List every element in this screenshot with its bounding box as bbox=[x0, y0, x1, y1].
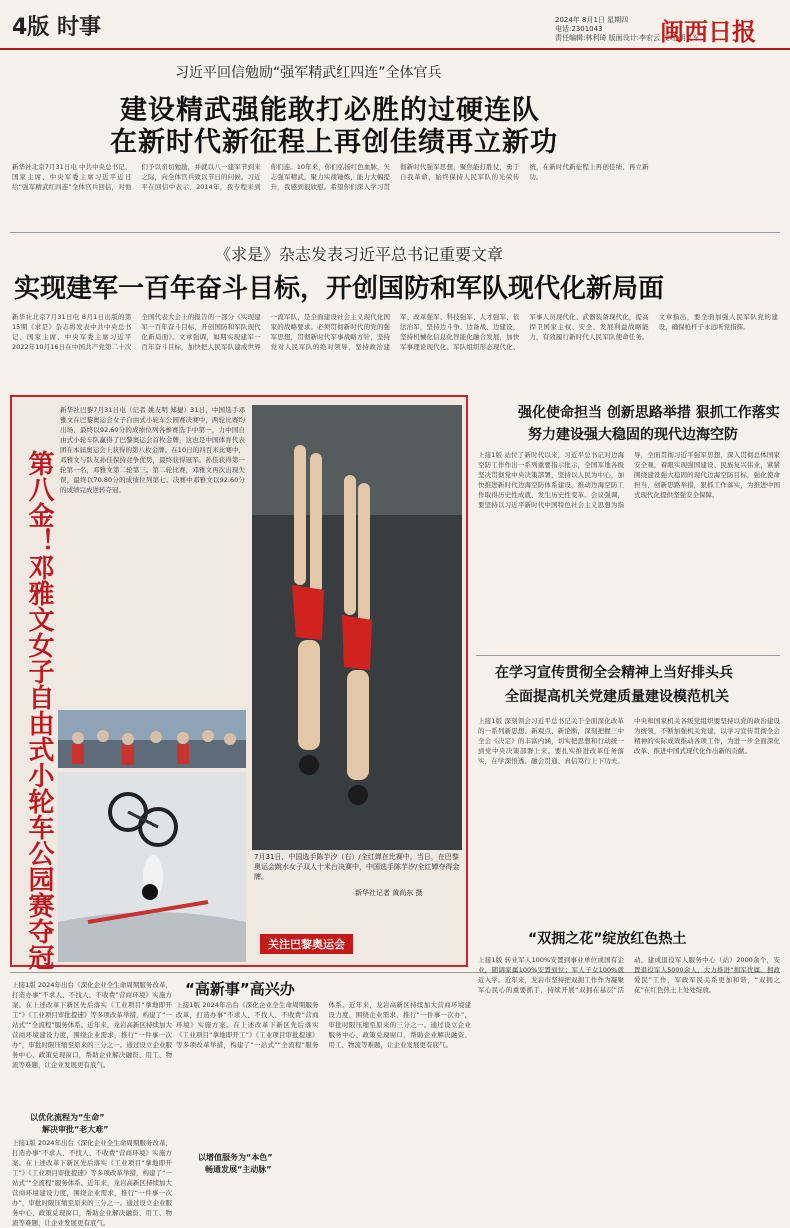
bmx-photo bbox=[58, 772, 246, 962]
olympics-vertical-title: 第八金！邓雅文女子自由式小轮车公园赛夺冠 bbox=[24, 450, 54, 970]
page-number: 4版 时事 bbox=[12, 15, 101, 40]
issue-phone: 电话:2301043 bbox=[555, 25, 603, 33]
gaoxin-body-3: 上接1版 2024年出台《深化企业全生命周期服务改革，打造办事“不求人、不找人、不收费”营商环境》实施方案。在上述改革下新区先后落实《工业项目“拿地即开工”》《工业项目审批提速》等多项改革举措，构建了“一站式”“全流程”服务体系。近年来，龙岩高新区持续加大营商环境建设力度，围绕企业需求，推行“一件事一次办”，审批时限压缩至原来的三分之一。通过设立企业服务中心、政策兑现窗口，帮助企业解决融资、用工、物流等难题，让企业发展更有底气。 bbox=[176, 1001, 471, 1049]
gaoxin-body-2: 上接1版 2024年出台《深化企业全生命周期服务改革，打造办事“不求人、不找人、不收费”营商环境》实施方案。在上述改革下新区先后落实《工业项目“拿地即开工”》《工业项目审批提速》等多项改革举措，构建了“一站式”“全流程”服务体系。近年来，龙岩高新区持续加大营商环境建设力度，围绕企业需求，推行“一件事一次办”，审批时限压缩至原来的三分之一。通过设立企业服务中心、政策兑现窗口，帮助企业解决融资、用工、物流等难题，让企业发展更有底气。 bbox=[12, 1139, 172, 1227]
shuangyong-title: “双拥之花”绽放红色热土 bbox=[528, 931, 687, 947]
coast-body: 上接1版 站位了新时代以来，习近平总书记对边海空防工作作出一系列重要指示批示，全国军地各级坚决贯彻党中央决策部署，坚持以人民为中心，加快推进新时代边海空防体系建设，推动边海空防工作取得历史性成就、发生历史性变革。会议强调，要坚持以习近平新时代中国特色社会主义思想为指导，全面贯彻习近平强军思想，深入贯彻总体国家安全观，着眼实现强国建设、民族复兴伟业，紧紧围绕建设强大稳固的现代边海空防目标，强化使命担当，创新思路举措，狠抓工作落实，为推进中国式现代化提供坚强安全保障。 bbox=[478, 451, 780, 509]
bmx-photo-image bbox=[58, 772, 246, 962]
gaoxin-sub1: 以优化流程为“生命” bbox=[30, 1113, 105, 1122]
issue-date: 2024年 8月1日 星期四 bbox=[555, 16, 629, 24]
diving-photo bbox=[252, 405, 462, 850]
gaoxin-body: 上接1版 2024年出台《深化企业全生命周期服务改革，打造办事“不求人、不找人、不收费”营商环境》实施方案。在上述改革下新区先后落实《工业项目“拿地即开工”》《工业项目审批提速》等多项改革举措，构建了“一站式”“全流程”服务体系。近年来，龙岩高新区持续加大营商环境建设力度，围绕企业需求，推行“一件事一次办”，审批时限压缩至原来的三分之一。通过设立企业服务中心、政策兑现窗口，帮助企业解决融资、用工、物流等难题，让企业发展更有底气。 bbox=[12, 981, 172, 1069]
lead-title-2: 在新时代新征程上再创佳绩再立新功 bbox=[110, 127, 558, 158]
shuangyong-body: 上接1版 转业军人100%安置到事业单位或国有企业，随调家属100%安置到位；军人子女100%就近入学。近年来，龙岩市坚持把双拥工作作为凝聚军心民心的重要抓手，持续开展“双拥在基层”活动，建成退役军人服务中心（站）2000余个，安置退役军人5000余人，大力推进“拥军优属、拥政爱民”工作，军政军民关系更加和谐，“双拥之花”在红色热土上处处绽放。 bbox=[478, 956, 780, 994]
divider bbox=[476, 655, 780, 656]
coast-title-1: 强化使命担当 创新思路举措 狠抓工作落实 bbox=[518, 405, 780, 421]
lead-kicker: 习近平回信勉励“强军精武红四连”全体官兵 bbox=[175, 65, 442, 81]
party-title-1: 在学习宣传贯彻全会精神上当好排头兵 bbox=[495, 665, 733, 681]
party-body: 上接1版 深刻领会习近平总书记关于全面深化改革的一系列新思想、新观点、新论断，深刻把握三中全会《决定》的丰富内涵，切实把思想和行动统一到党中央决策部署上来。要扎实推进改革任务落实，在学深悟透、融会贯通、真信笃行上下功夫。中央和国家机关各级党组织要坚持以党的政治建设为统领，不断加强机关党建，以学习宣传贯彻全会精神的实际成效推动各项工作，为进一步全面深化改革、推进中国式现代化作出新的贡献。 bbox=[478, 717, 780, 765]
diving-photo-image bbox=[252, 405, 462, 850]
gaoxin-sub2b: 畅通发展“主动脉” bbox=[205, 1165, 272, 1174]
party-title-2: 全面提高机关党建质量建设模范机关 bbox=[505, 689, 729, 705]
crowd-photo-image bbox=[58, 710, 246, 768]
crowd-photo bbox=[58, 710, 246, 768]
lead-title-1: 建设精武强能敢打必胜的过硬连队 bbox=[120, 95, 540, 126]
page-header bbox=[0, 0, 790, 50]
diving-caption: 7月31日，中国选手陈芋汐（右）/全红婵在比赛中。当日，在巴黎奥运会跳水女子双人十米台决赛中，中国选手陈芋汐/全红婵夺得金牌。 bbox=[254, 853, 460, 881]
gaoxin-title: “高新事”高兴办 bbox=[185, 980, 295, 998]
gaoxin-sub1b: 解决审批“老大难” bbox=[42, 1125, 109, 1134]
newspaper-logo: 闽西日报 bbox=[660, 17, 756, 46]
lead-body: 新华社北京7月31日电 中共中央总书记、国家主席、中央军委主席习近平近日给“强军精武红四连”全体官兵回信，对他们予以亲切勉励，并就以八一建军节到来之际，向全体官兵致以节日的问候。习近平在回信中表示，2014年，我专程来到你们连。10年来，你们弘扬红色血脉，矢志强军精武，聚力实战锤炼，能力大幅提升，我感到很欣慰。希望你们深入学习贯彻新时代强军思想，聚焦能打胜仗，勇于自我革命，始终保持人民军队的光荣传统，在新时代新征程上再创佳绩、再立新功。 bbox=[12, 163, 649, 191]
editor-line: 责任编辑:林利琦 版面设计:李宏云 校对:胡又军 bbox=[555, 34, 700, 42]
divider bbox=[10, 232, 780, 233]
olympics-banner-label: 关注巴黎奥运会 bbox=[268, 938, 345, 951]
photo-credit: 新华社记者 黄尚东 摄 bbox=[355, 889, 423, 897]
gaoxin-sub2: 以增值服务为“本色” bbox=[198, 1153, 273, 1162]
qiushi-body: 新华社北京7月31日电 8月1日出版的第15期《求是》杂志将发表中共中央总书记、国家主席、中央军委主席习近平2022年10月16日在中国共产党第二十次全国代表大会上的报告的一部分《实现建军一百年奋斗目标，开创国防和军队现代化新局面》。文章强调，如期实现建军一百年奋斗目标，加快把人民军队建成世界一流军队，是全面建设社会主义现代化国家的战略要求。必须贯彻新时代的党的强军思想，贯彻新时代军事战略方针，坚持党对人民军队的绝对领导，坚持政治建军、改革强军、科技强军、人才强军、依法治军，坚持边斗争、边备战、边建设，坚持机械化信息化智能化融合发展，加快军事理论现代化、军队组织形态现代化、军事人员现代化、武器装备现代化，提高捍卫国家主权、安全、发展利益战略能力，有效履行新时代人民军队使命任务。文章指出，要全面加强人民军队党的建设，确保枪杆子永远听党指挥。 bbox=[12, 313, 778, 351]
olympics-body: 新华社巴黎7月31日电（记者 姚友明 郑捷）31日，中国选手邓雅文在巴黎奥运会女子自由式小轮车公园赛决赛中，两轮比赛均出场，最终以92.60分的成绩位列各参赛选手中第一，力中国自由式小轮车队赢得了巴黎奥运会首枚金牌，这也是中国体育代表团在本届奥运会上获得的第八枚金牌。在10日的四百米比赛中，邓雅文与队友孙佳保持竞争优势，最终获得冠军。孙佳获得第一轮第一名，邓雅文第二轮第三。第二轮比赛，邓雅文再次出现失误，最终以70.80分的成绩位列第七。决赛中邓雅文以92.60分的成绩完成逆转夺冠。 bbox=[60, 406, 245, 494]
qiushi-kicker: 《求是》杂志发表习近平总书记重要文章 bbox=[215, 245, 504, 264]
coast-title-2: 努力建设强大稳固的现代边海空防 bbox=[528, 427, 738, 443]
qiushi-title: 实现建军一百年奋斗目标，开创国防和军队现代化新局面 bbox=[14, 274, 665, 304]
olympics-banner bbox=[260, 934, 353, 954]
